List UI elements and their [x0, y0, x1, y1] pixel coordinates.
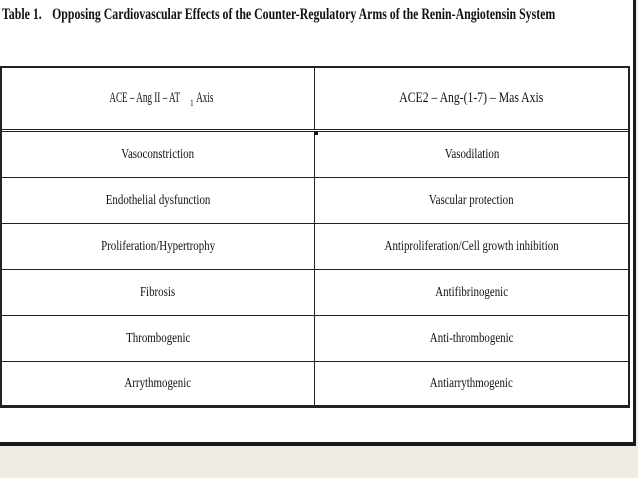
cell-ace-effect: [2, 316, 315, 361]
header-ace-axis-suffix: Axis: [196, 89, 214, 106]
cell-text: Endothelial dysfunction: [105, 192, 211, 208]
cell-ace-effect: [2, 270, 315, 315]
table-row: [2, 316, 628, 362]
cell-ace2-effect: [315, 316, 628, 361]
cell-ace2-effect: [315, 224, 628, 269]
cell-text: Thrombogenic: [125, 330, 191, 346]
cell-text: Antifibrinogenic: [435, 284, 508, 300]
header-ace-axis: [2, 68, 315, 129]
cell-text: Fibrosis: [140, 284, 176, 300]
header-ace-axis-subscript: 1: [190, 97, 195, 108]
cell-ace2-effect: [315, 362, 628, 405]
effects-table: [0, 66, 630, 408]
table-row: [2, 132, 628, 178]
cell-ace2-effect: [315, 132, 628, 177]
cell-ace-effect: [2, 224, 315, 269]
cell-text: Antiproliferation/Cell growth inhibition: [384, 238, 559, 254]
cell-text: Vasoconstriction: [121, 146, 195, 162]
table-number: Table 1.: [2, 6, 42, 23]
cell-ace-effect: [2, 178, 315, 223]
table-title: Opposing Cardiovascular Effects of the Counter-Regulatory Arms of the Renin-Angiotensin System: [52, 6, 556, 23]
cell-text: Vasodilation: [444, 146, 499, 162]
table-row: [2, 362, 628, 408]
header-ace2-axis-text: ACE2 – Ang-(1-7) – Mas Axis: [399, 90, 544, 106]
table-header-row: [2, 68, 628, 132]
cell-text: Vascular protection: [429, 192, 514, 208]
cell-text: Anti-thrombogenic: [429, 330, 514, 346]
table-row: [2, 178, 628, 224]
cell-ace-effect: [2, 132, 315, 177]
header-ace-axis-text: ACE – Ang II – AT: [109, 89, 181, 106]
cell-ace2-effect: [315, 178, 628, 223]
table-corner-marker: [314, 131, 318, 135]
cell-ace2-effect: [315, 270, 628, 315]
header-ace2-axis: [315, 68, 628, 129]
cell-text: Proliferation/Hypertrophy: [100, 238, 216, 254]
cell-text: Antiarrythmogenic: [429, 375, 514, 391]
cell-text: Arrythmogenic: [124, 375, 192, 391]
table-caption: [2, 6, 556, 24]
table-row: [2, 270, 628, 316]
table-row: [2, 224, 628, 270]
cell-ace-effect: [2, 362, 315, 405]
